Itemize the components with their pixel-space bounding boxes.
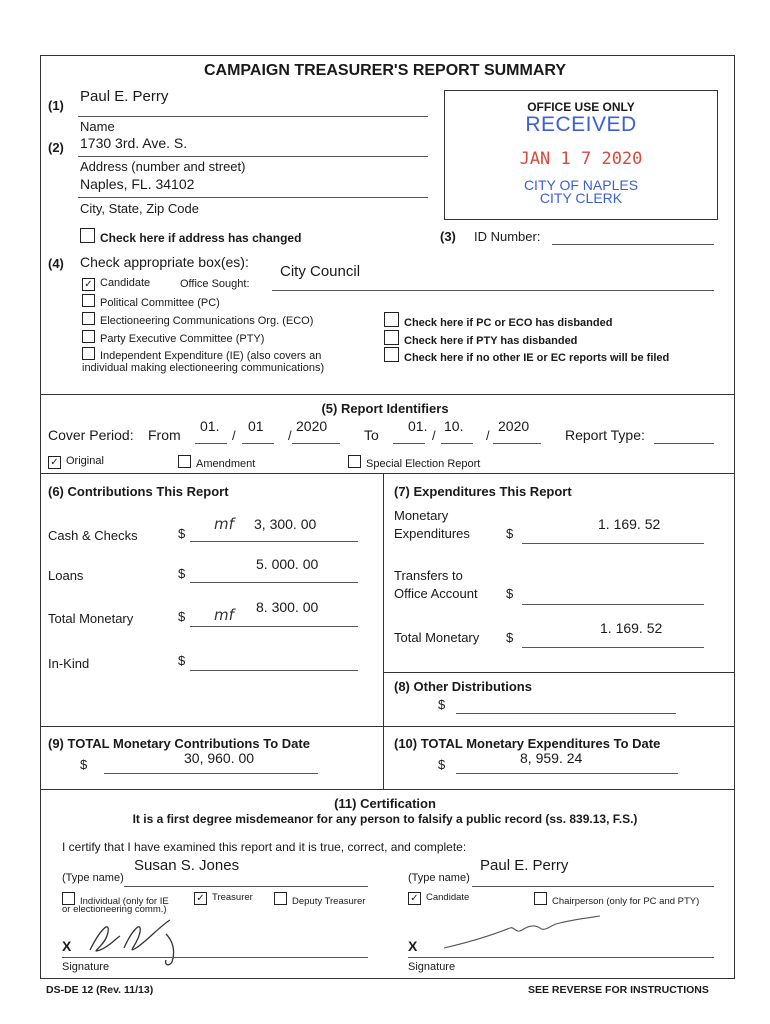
chairperson-checkbox[interactable] bbox=[534, 892, 699, 907]
dollar-sign: $ bbox=[80, 757, 88, 772]
section-1-number: (1) bbox=[48, 98, 64, 113]
special-election-label: Special Election Report bbox=[366, 458, 481, 470]
monetary-label: Monetary bbox=[394, 508, 449, 523]
eco-label: Electioneering Communications Org. (ECO) bbox=[100, 315, 314, 327]
transfers-label: Transfers to bbox=[394, 568, 463, 583]
office-use-stamp bbox=[444, 90, 718, 220]
checkbox-icon bbox=[178, 455, 191, 468]
checkbox-icon bbox=[82, 294, 95, 307]
pty-label: Party Executive Committee (PTY) bbox=[100, 333, 265, 345]
dollar-sign: $ bbox=[506, 526, 514, 541]
received-date: JAN 1 7 2020 bbox=[519, 149, 643, 169]
office-sought-label: Office Sought: bbox=[180, 278, 250, 290]
certification-title: (11) Certification bbox=[334, 796, 436, 811]
city-state-zip-value[interactable]: Naples, FL. 34102 bbox=[80, 176, 195, 192]
candidate-signature bbox=[440, 912, 610, 956]
stamp-clerk: CITY CLERK bbox=[539, 190, 623, 206]
total-contributions-to-date-value[interactable]: 30, 960. 00 bbox=[184, 750, 255, 766]
received-stamp: RECEIVED bbox=[525, 113, 637, 136]
date-slash: / bbox=[432, 428, 436, 443]
in-kind-label: In-Kind bbox=[48, 656, 90, 671]
dollar-sign: $ bbox=[178, 566, 186, 581]
disband-pty-label: Check here if PTY has disbanded bbox=[404, 335, 578, 347]
disband-pc-checkbox[interactable] bbox=[384, 312, 612, 329]
initials-annotation: mf bbox=[214, 606, 234, 624]
instructions-note: SEE REVERSE FOR INSTRUCTIONS bbox=[528, 984, 709, 996]
check-boxes-label: Check appropriate box(es): bbox=[80, 254, 249, 270]
candidate-name-signature-value[interactable]: Paul E. Perry bbox=[480, 857, 569, 874]
to-day[interactable]: 10. bbox=[444, 418, 464, 434]
checkbox-icon bbox=[534, 892, 547, 905]
type-name-label: (Type name) bbox=[62, 872, 124, 884]
checkbox-icon bbox=[384, 330, 399, 345]
individual-label-continued: or electioneering comm.) bbox=[62, 904, 167, 915]
candidate-cert-checkbox[interactable] bbox=[408, 892, 469, 905]
signature-label: Signature bbox=[408, 961, 456, 973]
treasurer-checkbox[interactable] bbox=[194, 892, 253, 905]
checkbox-icon bbox=[80, 228, 95, 243]
checkbox-icon bbox=[82, 330, 95, 343]
certification-statement: I certify that I have examined this report and it is true, correct, and complete: bbox=[62, 840, 467, 854]
total-monetary-exp-label: Total Monetary bbox=[394, 630, 480, 645]
to-year[interactable]: 2020 bbox=[498, 418, 530, 434]
from-year[interactable]: 2020 bbox=[296, 418, 328, 434]
checkbox-icon: ✓ bbox=[82, 278, 95, 291]
from-label: From bbox=[148, 427, 181, 443]
ie-label: Independent Expenditure (IE) (also covers an bbox=[100, 350, 322, 362]
from-day[interactable]: 01 bbox=[248, 418, 264, 434]
contributions-title: (6) Contributions This Report bbox=[48, 484, 229, 499]
to-month[interactable]: 01. bbox=[408, 418, 428, 434]
original-label: Original bbox=[66, 455, 104, 467]
street-address-value[interactable]: 1730 3rd. Ave. S. bbox=[80, 135, 188, 151]
monetary-expenditures-value[interactable]: 1. 169. 52 bbox=[598, 516, 661, 532]
total-contributions-to-date-title: (9) TOTAL Monetary Contributions To Date bbox=[48, 736, 310, 751]
total-expenditures-to-date-title: (10) TOTAL Monetary Expenditures To Date bbox=[394, 736, 661, 751]
eco-checkbox[interactable] bbox=[82, 312, 313, 327]
special-election-checkbox[interactable] bbox=[348, 455, 480, 470]
amendment-checkbox[interactable] bbox=[178, 455, 255, 470]
initials-annotation: mf bbox=[214, 515, 234, 533]
type-name-label: (Type name) bbox=[408, 872, 470, 884]
section-3-number: (3) bbox=[440, 229, 456, 244]
name-label: Name bbox=[80, 119, 115, 134]
checkbox-icon bbox=[82, 312, 95, 325]
total-expenditures-to-date-value[interactable]: 8, 959. 24 bbox=[520, 750, 583, 766]
to-label: To bbox=[364, 427, 379, 443]
other-distributions-title: (8) Other Distributions bbox=[394, 679, 532, 694]
dollar-sign: $ bbox=[506, 630, 514, 645]
office-sought-value[interactable]: City Council bbox=[280, 263, 361, 280]
checkbox-icon bbox=[384, 347, 399, 362]
certification-warning: It is a first degree misdemeanor for any person to falsify a public record (ss. 839.13, F.S.) bbox=[132, 812, 638, 826]
street-address-label: Address (number and street) bbox=[80, 159, 246, 174]
checkbox-icon: ✓ bbox=[194, 892, 207, 905]
signature-x-mark: X bbox=[62, 938, 72, 954]
cash-checks-label: Cash & Checks bbox=[48, 528, 138, 543]
office-use-header: OFFICE USE ONLY bbox=[527, 100, 635, 114]
pc-label: Political Committee (PC) bbox=[100, 297, 220, 309]
checkbox-icon bbox=[384, 312, 399, 327]
pty-checkbox[interactable] bbox=[82, 330, 264, 345]
amendment-label: Amendment bbox=[196, 458, 256, 470]
pc-checkbox[interactable] bbox=[82, 294, 220, 309]
deputy-treasurer-checkbox[interactable] bbox=[274, 892, 365, 907]
disband-pc-label: Check here if PC or ECO has disbanded bbox=[404, 317, 613, 329]
dollar-sign: $ bbox=[438, 757, 446, 772]
checkbox-icon: ✓ bbox=[48, 456, 61, 469]
date-slash: / bbox=[486, 428, 490, 443]
ie-label-continued: individual making electioneering communications) bbox=[82, 362, 325, 374]
checkbox-icon bbox=[82, 347, 95, 360]
form-number: DS-DE 12 (Rev. 11/13) bbox=[46, 984, 154, 996]
cash-checks-value[interactable]: 3, 300. 00 bbox=[254, 516, 317, 532]
signature-label: Signature bbox=[62, 961, 110, 973]
dollar-sign: $ bbox=[178, 653, 186, 668]
section-2-number: (2) bbox=[48, 140, 64, 155]
ie-checkbox[interactable] bbox=[82, 347, 321, 362]
checkbox-icon: ✓ bbox=[408, 892, 421, 905]
section-4-number: (4) bbox=[48, 256, 64, 271]
report-type-label: Report Type: bbox=[565, 427, 645, 443]
treasurer-label: Treasurer bbox=[212, 892, 253, 903]
dollar-sign: $ bbox=[178, 526, 186, 541]
checkbox-icon bbox=[348, 455, 361, 468]
office-account-label: Office Account bbox=[394, 586, 478, 601]
signature-x-mark: X bbox=[408, 938, 418, 954]
individual-label: Individual (only for IE bbox=[80, 896, 169, 907]
dollar-sign: $ bbox=[438, 697, 446, 712]
candidate-label: Candidate bbox=[100, 277, 151, 289]
address-changed-checkbox[interactable] bbox=[80, 228, 301, 245]
total-monetary-expenditures-value[interactable]: 1. 169. 52 bbox=[600, 620, 663, 636]
form-title: CAMPAIGN TREASURER'S REPORT SUMMARY bbox=[203, 62, 567, 79]
total-monetary-label: Total Monetary bbox=[48, 611, 134, 626]
disband-pty-checkbox[interactable] bbox=[384, 330, 577, 347]
candidate-name-value[interactable]: Paul E. Perry bbox=[80, 88, 169, 105]
city-state-zip-label: City, State, Zip Code bbox=[80, 201, 199, 216]
stamp-city: CITY OF NAPLES bbox=[523, 177, 639, 193]
cover-period-label: Cover Period: bbox=[48, 427, 134, 443]
no-other-reports-checkbox[interactable] bbox=[384, 347, 669, 364]
loans-label: Loans bbox=[48, 568, 84, 583]
candidate-checkbox[interactable] bbox=[82, 277, 150, 291]
treasurer-name-value[interactable]: Susan S. Jones bbox=[134, 857, 240, 874]
report-identifiers-title: (5) Report Identifiers bbox=[321, 401, 449, 416]
date-slash: / bbox=[232, 428, 236, 443]
candidate-cert-label: Candidate bbox=[426, 892, 470, 903]
loans-value[interactable]: 5. 000. 00 bbox=[256, 556, 319, 572]
id-number-label: ID Number: bbox=[474, 229, 541, 244]
total-monetary-contributions-value[interactable]: 8. 300. 00 bbox=[256, 599, 319, 615]
dollar-sign: $ bbox=[178, 609, 186, 624]
deputy-treasurer-label: Deputy Treasurer bbox=[292, 896, 366, 907]
checkbox-icon bbox=[274, 892, 287, 905]
expenditures-title: (7) Expenditures This Report bbox=[394, 484, 572, 499]
expenditures-label: Expenditures bbox=[394, 526, 470, 541]
from-month[interactable]: 01. bbox=[200, 418, 220, 434]
chairperson-label: Chairperson (only for PC and PTY) bbox=[552, 896, 700, 907]
original-checkbox[interactable] bbox=[48, 455, 104, 469]
no-other-reports-label: Check here if no other IE or EC reports will be filed bbox=[404, 352, 670, 364]
dollar-sign: $ bbox=[506, 586, 514, 601]
date-slash: / bbox=[288, 428, 292, 443]
address-changed-label: Check here if address has changed bbox=[100, 231, 302, 245]
